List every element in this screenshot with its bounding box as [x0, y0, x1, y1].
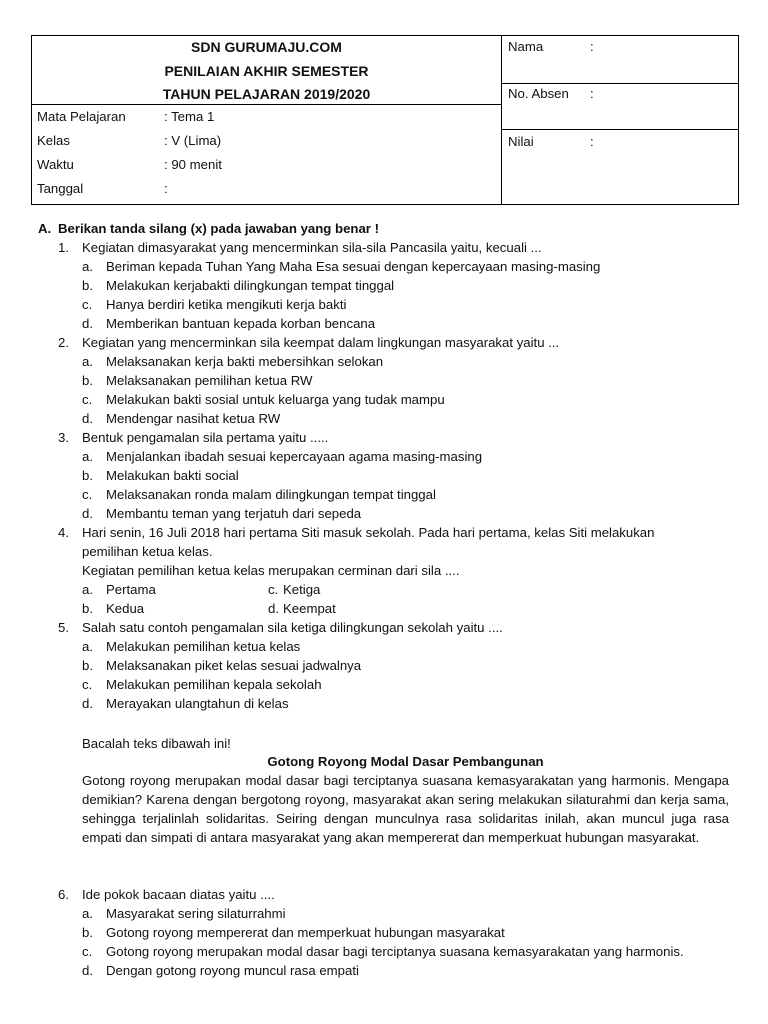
- info-value-class: : V (Lima): [164, 133, 222, 148]
- info-label-subject: Mata Pelajaran: [37, 109, 126, 124]
- option-letter: a.: [82, 582, 93, 597]
- option-text: Menjalankan ibadah sesuai kepercayaan agama masing-masing: [106, 449, 483, 464]
- option-text: Hanya berdiri ketika mengikuti kerja bakti: [106, 297, 347, 312]
- option-letter: d.: [82, 506, 93, 521]
- option-text: Melaksanakan kerja bakti mebersihkan selokan: [106, 354, 384, 369]
- option-text: Keempat: [283, 601, 336, 616]
- option-text: Beriman kepada Tuhan Yang Maha Esa sesuai dengan kepercayaan masing-masing: [106, 259, 601, 274]
- option-text: Dengan gotong royong muncul rasa empati: [106, 963, 359, 978]
- option-text: Ketiga: [283, 582, 321, 597]
- option-letter: b.: [82, 601, 93, 616]
- option-text: Melaksanakan ronda malam dilingkungan tempat tinggal: [106, 487, 436, 502]
- option-letter: c.: [82, 677, 93, 692]
- option-text: Gotong royong mempererat dan memperkuat hubungan masyarakat: [106, 925, 505, 940]
- question-text: Bentuk pengamalan sila pertama yaitu .....: [82, 430, 329, 445]
- option-text: Pertama: [106, 582, 156, 597]
- question-number: 5.: [58, 620, 69, 635]
- info-label-date: Tanggal: [37, 181, 84, 196]
- info-value-time: : 90 menit: [164, 157, 222, 172]
- question-number: 6.: [58, 887, 69, 902]
- option-letter: a.: [82, 906, 93, 921]
- option-text: Membantu teman yang terjatuh dari sepeda: [106, 506, 362, 521]
- option-text: Melakukan pemilihan ketua kelas: [106, 639, 301, 654]
- option-letter: c.: [82, 944, 93, 959]
- info-value-date: :: [164, 181, 168, 196]
- absen-label: No. Absen: [508, 86, 569, 101]
- option-letter: a.: [82, 449, 93, 464]
- score-label: Nilai: [508, 134, 534, 149]
- option-letter: d.: [268, 601, 279, 616]
- option-text: Melakukan bakti sosial untuk keluarga yang tudak mampu: [106, 392, 445, 407]
- option-text: Melaksanakan pemilihan ketua RW: [106, 373, 313, 388]
- option-text: Gotong royong merupakan modal dasar bagi terciptanya suasana kemasyarakatan yang harmonis.: [106, 944, 684, 959]
- reading-intro: Bacalah teks dibawah ini!: [82, 736, 231, 751]
- question-text: Kegiatan dimasyarakat yang mencerminkan sila-sila Pancasila yaitu, kecuali ...: [82, 240, 542, 255]
- score-colon: :: [590, 134, 594, 149]
- question-number: 2.: [58, 335, 69, 350]
- question-text-line3: Kegiatan pemilihan ketua kelas merupakan cerminan dari sila ....: [82, 563, 460, 578]
- section-instruction: Berikan tanda silang (x) pada jawaban yang benar !: [58, 221, 379, 236]
- name-label: Nama: [508, 39, 544, 54]
- option-letter: a.: [82, 259, 93, 274]
- option-text: Melakukan bakti social: [106, 468, 239, 483]
- question-text: Kegiatan yang mencerminkan sila keempat dalam lingkungan masyarakat yaitu ...: [82, 335, 560, 350]
- option-text: Merayakan ulangtahun di kelas: [106, 696, 289, 711]
- school-year: TAHUN PELAJARAN 2019/2020: [162, 86, 371, 102]
- option-letter: a.: [82, 354, 93, 369]
- option-text: Melaksanakan piket kelas sesuai jadwalnya: [106, 658, 362, 673]
- option-letter: c.: [82, 392, 93, 407]
- option-letter: b.: [82, 278, 93, 293]
- option-letter: d.: [82, 411, 93, 426]
- question-number: 1.: [58, 240, 69, 255]
- question-text: Ide pokok bacaan diatas yaitu ....: [82, 887, 275, 902]
- reading-body: Gotong royong merupakan modal dasar bagi terciptanya suasana kemasyarakatan yang harmonis. Mengapa demikian? Karena dengan bergotong royong, masyarakat akan sering melakukan silaturahmi dan kerja sama, sehingga terjalinlah solidaritas. Seiring dengan munculnya rasa solidaritas inilah, akan muncul juga rasa empati dan simpati di antara masyarakat yang akan mempererat dan memperkuat hubungan masyarakat.: [82, 773, 729, 845]
- option-letter: c.: [268, 582, 279, 597]
- name-colon: :: [590, 39, 594, 54]
- option-text: Memberikan bantuan kepada korban bencana: [106, 316, 376, 331]
- section-letter: A.: [38, 221, 52, 236]
- option-letter: b.: [82, 658, 93, 673]
- option-letter: b.: [82, 925, 93, 940]
- header-box: [31, 35, 739, 205]
- question-text: Salah satu contoh pengamalan sila ketiga dilingkungan sekolah yaitu ....: [82, 620, 503, 635]
- header-divider-right-2: [501, 129, 738, 130]
- option-text: Mendengar nasihat ketua RW: [106, 411, 281, 426]
- absen-colon: :: [590, 86, 594, 101]
- exam-title: PENILAIAN AKHIR SEMESTER: [164, 63, 369, 79]
- option-text: Masyarakat sering silaturrahmi: [106, 906, 286, 921]
- option-letter: d.: [82, 696, 93, 711]
- option-letter: d.: [82, 316, 93, 331]
- question-text-line1: Hari senin, 16 Juli 2018 hari pertama Siti masuk sekolah. Pada hari pertama, kelas Siti melakukan: [82, 525, 655, 540]
- option-text: Melakukan kerjabakti dilingkungan tempat tinggal: [106, 278, 395, 293]
- question-number: 3.: [58, 430, 69, 445]
- option-letter: a.: [82, 639, 93, 654]
- school-name: SDN GURUMAJU.COM: [191, 39, 342, 55]
- option-letter: c.: [82, 487, 93, 502]
- info-label-class: Kelas: [37, 133, 70, 148]
- option-letter: b.: [82, 468, 93, 483]
- option-letter: d.: [82, 963, 93, 978]
- header-divider-left: [32, 104, 501, 105]
- question-number: 4.: [58, 525, 69, 540]
- option-letter: b.: [82, 373, 93, 388]
- option-text: Melakukan pemilihan kepala sekolah: [106, 677, 322, 692]
- info-value-subject: : Tema 1: [164, 109, 215, 124]
- option-letter: c.: [82, 297, 93, 312]
- header-divider-vertical: [501, 36, 502, 204]
- option-text: Kedua: [106, 601, 145, 616]
- reading-title: Gotong Royong Modal Dasar Pembangunan: [267, 754, 544, 769]
- question-text-line2: pemilihan ketua kelas.: [82, 544, 213, 559]
- info-label-time: Waktu: [37, 157, 74, 172]
